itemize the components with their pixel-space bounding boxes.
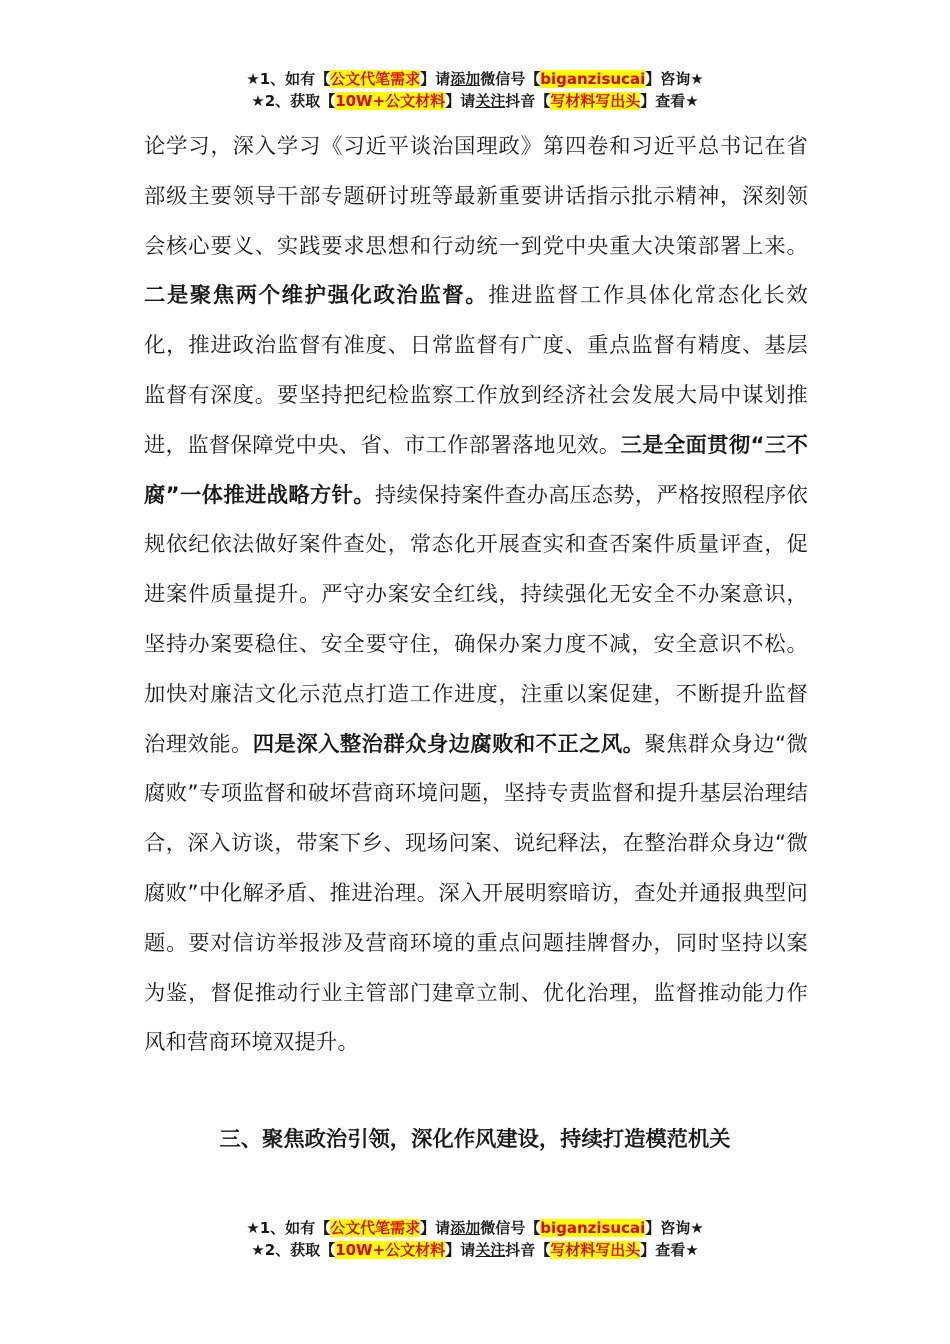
banner-line-1 bbox=[0, 68, 950, 90]
banner-text: 】请 bbox=[420, 70, 451, 88]
banner-emphasis: 添加 bbox=[450, 1219, 481, 1237]
body-text-segment: 论学习，深入学习《习近平谈治国理政》第四卷和习近平总书记在省部级主要领导干部专题研讨班等最新重要讲话指示批示精神，深刻领会核心要义、实践要求思想和行动统一到党中央重大决策部署上来。 bbox=[144, 134, 808, 259]
point-heading: 二是聚焦两个维护强化政治监督。 bbox=[144, 283, 489, 309]
banner-emphasis: 关注 bbox=[475, 1241, 506, 1259]
banner-highlight: biganzisucai bbox=[540, 1219, 646, 1237]
banner-line-2 bbox=[0, 90, 950, 112]
section-heading: 三、聚焦政治引领，深化作风建设，持续打造模范机关 bbox=[219, 1127, 731, 1152]
banner-text: ★1、如有【 bbox=[246, 1219, 331, 1237]
banner-emphasis: 添加 bbox=[450, 70, 481, 88]
banner-text: ★1、如有【 bbox=[246, 70, 331, 88]
body-paragraph bbox=[144, 122, 808, 1068]
point-heading: 三是全面贯彻“三不腐”一体推进战略方针。 bbox=[144, 432, 808, 508]
banner-text: 微信号【 bbox=[480, 70, 541, 88]
banner-text: ★2、获取【 bbox=[251, 92, 336, 110]
banner-text: 】查看★ bbox=[640, 1241, 699, 1259]
banner-text: 抖音【 bbox=[505, 1241, 551, 1259]
banner-highlight: 公文代笔需求 bbox=[330, 1219, 421, 1237]
body-text-segment: 聚焦群众身边“微腐败”专项监督和破坏营商环境问题，坚持专责监督和提升基层治理结合，深入访谈，带案下乡、现场问案、说纪释法，在整治群众身边“微腐败”中化解矛盾、推进治理。深入开展明察暗访，查处并通报典型问题。要对信访举报涉及营商环境的重点问题挂牌督办，同时坚持以案为鉴，督促推动行业主管部门建章立制、优化治理，监督推动能力作风和营商环境双提升。 bbox=[144, 731, 808, 1056]
banner-line-1 bbox=[0, 1217, 950, 1239]
banner-text: 】请 bbox=[445, 1241, 476, 1259]
banner-text: 】请 bbox=[420, 1219, 451, 1237]
banner-highlight: 写材料写出头 bbox=[550, 1241, 641, 1259]
footer-banner bbox=[0, 1217, 950, 1261]
body-text-segment: 持续保持案件查办高压态势，严格按照程序依规依纪依法做好案件查处，常态化开展查实和查否案件质量评查，促进案件质量提升。严守办案安全红线，持续强化无安全不办案意识，坚持办案要稳住、安全要守住，确保办案力度不减，安全意识不松。加快对廉洁文化示范点打造工作进度，注重以案促建，不断提升监督治理效能。 bbox=[144, 482, 808, 757]
banner-highlight: 10W+公文材料 bbox=[335, 92, 446, 110]
banner-text: 】查看★ bbox=[640, 92, 699, 110]
banner-text: 】咨询★ bbox=[645, 70, 704, 88]
banner-highlight: biganzisucai bbox=[540, 70, 646, 88]
banner-text: 】咨询★ bbox=[645, 1219, 704, 1237]
banner-text: 】请 bbox=[445, 92, 476, 110]
banner-highlight: 10W+公文材料 bbox=[335, 1241, 446, 1259]
banner-text: ★2、获取【 bbox=[251, 1241, 336, 1259]
banner-text: 微信号【 bbox=[480, 1219, 541, 1237]
banner-emphasis: 关注 bbox=[475, 92, 506, 110]
banner-text: 抖音【 bbox=[505, 92, 551, 110]
banner-highlight: 写材料写出头 bbox=[550, 92, 641, 110]
banner-line-2 bbox=[0, 1239, 950, 1261]
banner-highlight: 公文代笔需求 bbox=[330, 70, 421, 88]
point-heading: 四是深入整治群众身边腐败和不正之风。 bbox=[252, 731, 645, 757]
body-text-segment: 推进监督工作具体化常态化长效化，推进政治监督有准度、日常监督有广度、重点监督有精度、基层监督有深度。要坚持把纪检监察工作放到经济社会发展大局中谋划推进，监督保障党中央、省、市工作部署落地见效。 bbox=[144, 283, 808, 458]
header-banner bbox=[0, 68, 950, 112]
